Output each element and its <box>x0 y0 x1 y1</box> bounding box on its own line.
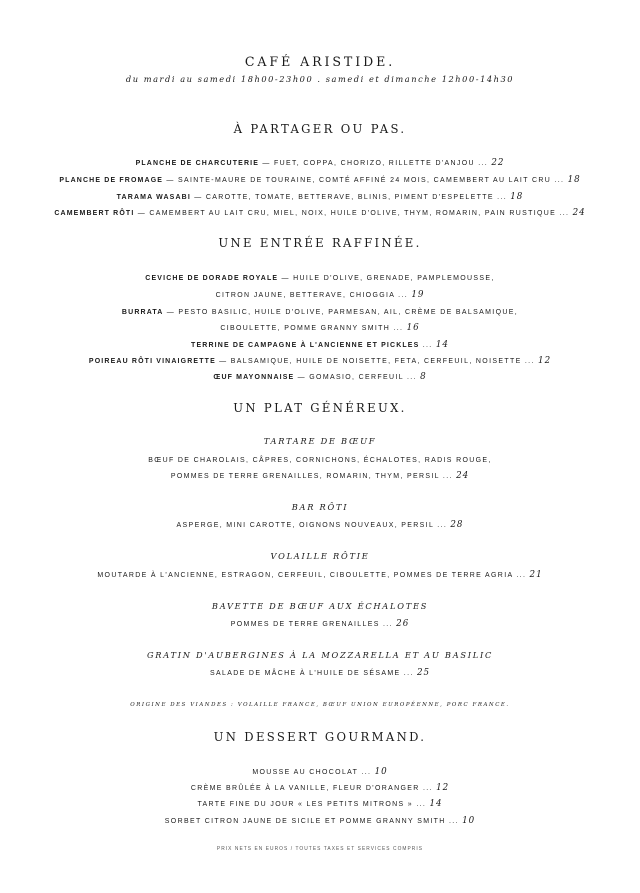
menu-item <box>10 208 630 218</box>
dish-name: ŒUF MAYONNAISE <box>213 372 295 381</box>
menu-item <box>10 570 630 580</box>
dish-description: — GOMASIO, CERFEUIL ... <box>294 372 421 381</box>
dish-description: — PESTO BASILIC, HUILE D'OLIVE, PARMESAN, AIL, CRÈME DE BALSAMIQUE, <box>163 307 519 316</box>
section-title-partager: À PARTAGER OU PAS. <box>233 122 407 136</box>
dish-name: BURRATA <box>121 307 164 316</box>
dish-description: — CAROTTE, TOMATE, BETTERAVE, BLINIS, PIMENT D'ESPELETTE ... <box>190 192 511 201</box>
dish-price: 25 <box>416 668 430 678</box>
dish-price: 22 <box>491 158 505 168</box>
menu-item <box>10 619 630 629</box>
menu-item <box>10 372 630 382</box>
menu-item-continued <box>10 471 630 481</box>
dish-price: 8 <box>420 372 427 382</box>
dish-name: VOLAILLE RÔTIE <box>270 552 370 562</box>
section-title-dessert: UN DESSERT GOURMAND. <box>213 730 427 744</box>
menu-item <box>10 520 630 530</box>
menu-item <box>10 192 630 202</box>
menu-item <box>10 356 630 366</box>
menu-item <box>10 799 630 809</box>
dish-name: TARTARE DE BŒUF <box>263 437 377 447</box>
dish-description: ... <box>419 340 436 349</box>
dish-price: 14 <box>435 340 449 350</box>
dish-description: MOUTARDE À L'ANCIENNE, ESTRAGON, CERFEUIL, CIBOULETTE, POMMES DE TERRE AGRIA ... <box>97 570 530 579</box>
dish-name: PLANCHE DE FROMAGE <box>59 175 164 184</box>
dish-price: 12 <box>436 783 450 793</box>
dish-description: TARTE FINE DU JOUR « LES PETITS MITRONS » ... <box>197 799 430 808</box>
menu-item-continued <box>10 323 630 333</box>
menu-item <box>10 767 630 777</box>
dish-description: BŒUF DE CHAROLAIS, CÂPRES, CORNICHONS, ÉCHALOTES, RADIS ROUGE, <box>148 455 492 464</box>
dish-price: 16 <box>406 323 420 333</box>
dish-price: 10 <box>374 767 388 777</box>
dish-description: CIBOULETTE, POMME GRANNY SMITH ... <box>220 323 407 332</box>
dish-description: ASPERGE, MINI CAROTTE, OIGNONS NOUVEAUX, PERSIL ... <box>176 520 451 529</box>
dish-description: POMMES DE TERRE GRENAILLES ... <box>230 619 397 628</box>
section-title-entree: UNE ENTRÉE RAFFINÉE. <box>218 236 422 250</box>
dish-price: 14 <box>429 799 443 809</box>
dish-price: 24 <box>456 471 470 481</box>
dish-description: — SAINTE-MAURE DE TOURAINE, COMTÉ AFFINÉ 24 MOIS, CAMEMBERT AU LAIT CRU ... <box>163 175 568 184</box>
section-title-plat: UN PLAT GÉNÉREUX. <box>233 401 407 415</box>
dish-price: 19 <box>411 290 425 300</box>
dish-description: SALADE DE MÂCHE À L'HUILE DE SÉSAME ... <box>210 668 417 677</box>
dish-price: 21 <box>529 570 543 580</box>
menu-item <box>10 175 630 185</box>
menu-item-continued <box>10 290 630 300</box>
dish-description: MOUSSE AU CHOCOLAT ... <box>252 767 375 776</box>
menu-item <box>10 816 630 826</box>
restaurant-name: CAFÉ ARISTIDE. <box>244 55 396 70</box>
dish-name: BAVETTE DE BŒUF AUX ÉCHALOTES <box>211 602 429 612</box>
menu-item <box>10 273 630 282</box>
meat-origin-note: ORIGINE DES VIANDES : VOLAILLE FRANCE, BŒUF UNION EUROPÉENNE, PORC FRANCE. <box>130 702 510 708</box>
menu-item <box>10 307 630 316</box>
dish-description: SORBET CITRON JAUNE DE SICILE ET POMME GRANNY SMITH ... <box>164 816 463 825</box>
dish-name: TARAMA WASABI <box>116 192 191 201</box>
opening-hours: du mardi au samedi 18h00-23h00 . samedi et dimanche 12h00-14h30 <box>125 75 515 85</box>
dish-price: 18 <box>510 192 524 202</box>
price-footer-note: PRIX NETS EN EUROS / TOUTES TAXES ET SERVICES COMPRIS <box>216 846 424 852</box>
dish-description: — FUET, COPPA, CHORIZO, RILLETTE D'ANJOU ... <box>259 158 492 167</box>
dish-price: 26 <box>396 619 410 629</box>
menu-item <box>10 158 630 168</box>
menu-item <box>10 783 630 793</box>
dish-price: 24 <box>572 208 586 218</box>
dish-description: CITRON JAUNE, BETTERAVE, CHIOGGIA ... <box>215 290 412 299</box>
dish-description: POMMES DE TERRE GRENAILLES, ROMARIN, THYM, PERSIL ... <box>170 471 457 480</box>
dish-description: — BALSAMIQUE, HUILE DE NOISETTE, FETA, CERFEUIL, NOISETTE ... <box>215 356 539 365</box>
dish-description: — CAMEMBERT AU LAIT CRU, MIEL, NOIX, HUILE D'OLIVE, THYM, ROMARIN, PAIN RUSTIQUE ... <box>134 208 573 217</box>
dish-name: GRATIN D'AUBERGINES À LA MOZZARELLA ET AU BASILIC <box>146 651 494 661</box>
dish-name: PLANCHE DE CHARCUTERIE <box>135 158 260 167</box>
dish-description: — HUILE D'OLIVE, GRENADE, PAMPLEMOUSSE, <box>278 273 495 282</box>
dish-name: TERRINE DE CAMPAGNE À L'ANCIENNE ET PICKLES <box>191 340 420 349</box>
dish-name: BAR RÔTI <box>291 503 349 513</box>
dish-name: CEVICHE DE DORADE ROYALE <box>145 273 279 282</box>
menu-item <box>10 340 630 350</box>
dish-price: 28 <box>450 520 464 530</box>
menu-item <box>10 668 630 678</box>
dish-price: 18 <box>567 175 581 185</box>
dish-name: POIREAU RÔTI VINAIGRETTE <box>88 356 216 365</box>
dish-name: CAMEMBERT RÔTI <box>54 208 135 217</box>
dish-price: 12 <box>538 356 552 366</box>
dish-price: 10 <box>462 816 476 826</box>
dish-description: CRÈME BRÛLÉE À LA VANILLE, FLEUR D'ORANGER ... <box>190 783 437 792</box>
